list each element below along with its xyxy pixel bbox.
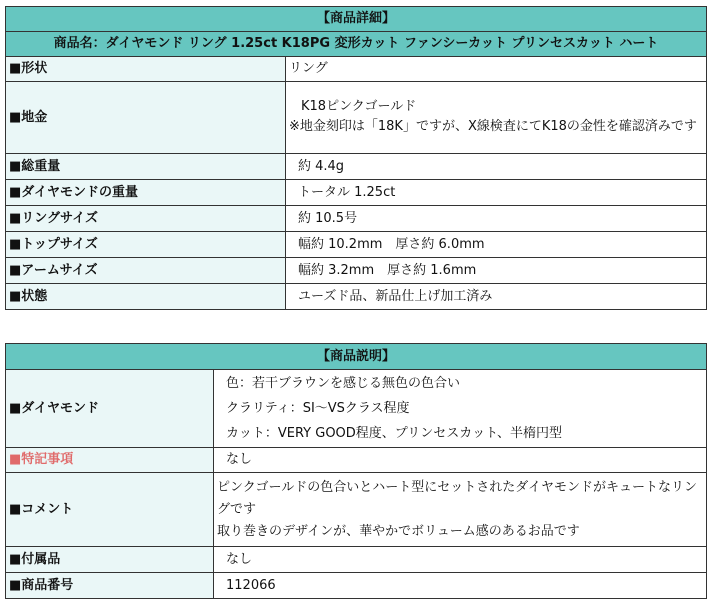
description-header: 【商品説明】 [6,344,707,370]
product-details-table [5,6,707,310]
label-ring-size: ■リングサイズ [6,206,286,232]
value-line: ※地金刻印は「18K」ですが、X線検査にてK18の金性を確認済みです [289,118,697,134]
label-comment: ■コメント [6,473,214,547]
value-top-size: 幅約 10.2mm 厚さ約 6.0mm [286,232,707,258]
value-line: クラリティ：SI～VSクラス程度 [226,401,410,416]
label-arm-size: ■アームサイズ [6,258,286,284]
value-diamond [214,370,707,448]
value-special-notes: なし [214,448,707,473]
label-item-number: ■商品番号 [6,573,214,599]
value-comment [214,473,707,547]
value-metal [286,82,707,154]
product-description-table [5,343,707,599]
label-accessories: ■付属品 [6,547,214,573]
label-shape: ■形状 [6,57,286,82]
value-diamond-weight: トータル 1.25ct [286,180,707,206]
value-ring-size: 約 10.5号 [286,206,707,232]
label-total-weight: ■総重量 [6,154,286,180]
value-shape [286,57,707,82]
value-condition: ユーズド品、新品仕上げ加工済み [286,284,707,310]
label-diamond: ■ダイヤモンド [6,370,214,448]
label-condition: ■状態 [6,284,286,310]
value-arm-size: 幅約 3.2mm 厚さ約 1.6mm [286,258,707,284]
label-special-notes: ■特記事項 [6,448,214,473]
value-item-number: 112066 [214,573,707,599]
value-line: ピンクゴールドの色合いとハート型にセットされたダイヤモンドがキュートなリングです [217,479,697,517]
value-total-weight: 約 4.4g [286,154,707,180]
value-line: 取り巻きのデザインが、華やかでボリューム感のあるお品です [217,523,580,539]
value-accessories: なし [214,547,707,573]
value-line: リング [289,61,328,76]
label-top-size: ■トップサイズ [6,232,286,258]
product-name: 商品名：ダイヤモンド リング 1.25ct K18PG 変形カット ファンシーカット プリンセスカット ハート [6,32,707,57]
details-header: 【商品詳細】 [6,7,707,32]
label-diamond-weight: ■ダイヤモンドの重量 [6,180,286,206]
value-line: K18ピンクゴールド [301,98,417,114]
value-line: 色：若干ブラウンを感じる無色の色合い [226,376,461,391]
label-metal: ■地金 [6,82,286,154]
value-line: カット：VERY GOOD程度、プリンセスカット、半楕円型 [226,426,562,441]
